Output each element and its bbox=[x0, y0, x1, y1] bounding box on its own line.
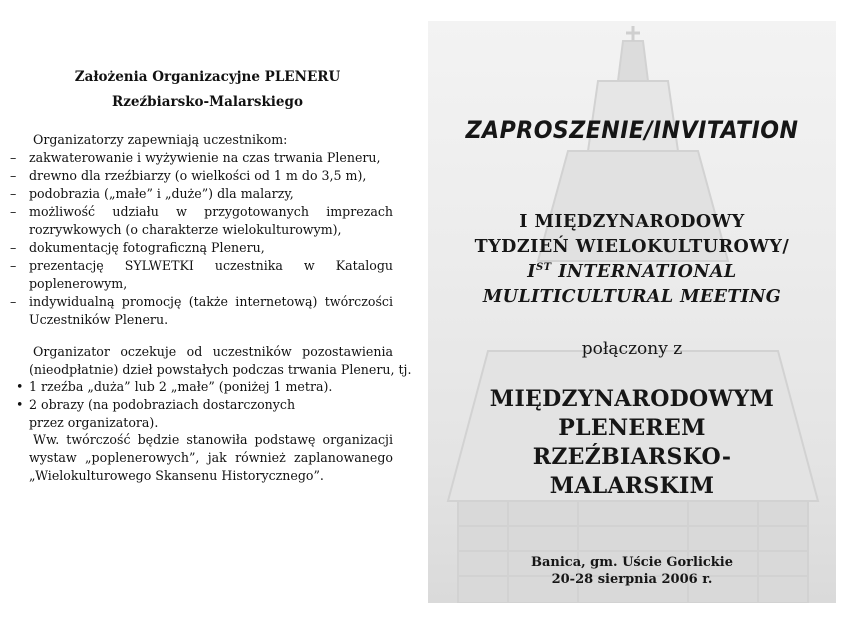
invitation-card bbox=[428, 21, 836, 603]
event-name-en-line1 bbox=[428, 262, 836, 282]
event-name-en-rest: INTERNATIONAL bbox=[551, 262, 737, 282]
organizer-expects-paragraph bbox=[29, 343, 412, 379]
list-item bbox=[0, 167, 415, 185]
list-item bbox=[0, 239, 415, 257]
plener-name-line3: RZEŹBIARSKO- bbox=[532, 444, 732, 470]
closing-line: Ww. twórczość będzie stanowiła podstawę organizacji bbox=[33, 432, 393, 447]
event-name-pl-line1: I MIĘDZYNARODOWY bbox=[519, 212, 745, 232]
event-name-en-line2: MULITICULTURAL MEETING bbox=[482, 287, 782, 307]
list-item bbox=[0, 185, 415, 203]
dash-marker: – bbox=[10, 258, 17, 273]
ordinal-suffix: ST bbox=[535, 262, 552, 274]
expected-works-list bbox=[0, 378, 415, 432]
closing-line: „Wielokulturowego Skansenu Historycznego”. bbox=[29, 468, 324, 483]
list-item-text: zakwaterowanie i wyżywienie na czas trwania Pleneru, bbox=[29, 150, 381, 165]
list-item-text: 1 rzeźba „duża” lub 2 „małe” (poniżej 1 metra). bbox=[29, 379, 333, 394]
plener-name-line2: PLENEREM bbox=[558, 415, 706, 441]
dash-marker: – bbox=[10, 294, 17, 309]
dash-marker: – bbox=[10, 168, 17, 183]
dash-marker: – bbox=[10, 240, 17, 255]
provided-items-list bbox=[0, 149, 415, 329]
expect-line: Organizator oczekuje od uczestników pozostawienia bbox=[33, 344, 393, 359]
list-item-text: 2 obrazy (na podobraziach dostarczonych przez organizatora). bbox=[29, 397, 296, 430]
event-name-pl-line2: TYDZIEŃ WIELOKULTUROWY/ bbox=[474, 237, 790, 257]
bullet-marker: • bbox=[16, 397, 24, 412]
list-item bbox=[0, 257, 415, 293]
dash-marker: – bbox=[10, 186, 17, 201]
ordinal-number: I bbox=[527, 262, 536, 282]
dash-marker: – bbox=[10, 204, 17, 219]
closing-line: wystaw „poplenerowych”, jak również zaplanowanego bbox=[29, 450, 393, 465]
list-item-text: drewno dla rzeźbiarzy (o wielkości od 1 m do 3,5 m), bbox=[29, 168, 367, 183]
plener-name-line4: MALARSKIM bbox=[549, 473, 715, 499]
list-item bbox=[0, 293, 415, 329]
list-item bbox=[0, 378, 415, 396]
bullet-marker: • bbox=[16, 379, 24, 394]
list-item bbox=[0, 203, 415, 239]
invitation-title: ZAPROSZENIE/INVITATION bbox=[465, 116, 799, 144]
terms-subtitle: Rzeźbiarsko-Malarskiego bbox=[112, 94, 303, 110]
event-location: Banica, gm. Uście Gorlickie bbox=[530, 555, 734, 570]
plener-name-line1: MIĘDZYNARODOWYM bbox=[489, 386, 775, 412]
expect-line: (nieodpłatnie) dzieł powstałych podczas trwania Pleneru, tj. bbox=[29, 362, 412, 377]
terms-title: Założenia Organizacyjne PLENERU bbox=[74, 69, 341, 85]
list-item-text: indywidualną promocję (także internetową) twórczości Uczestników Pleneru. bbox=[29, 294, 393, 327]
connector-text: połączony z bbox=[581, 339, 683, 359]
list-item-text: dokumentację fotograficzną Pleneru, bbox=[29, 240, 265, 255]
dash-marker: – bbox=[10, 150, 17, 165]
list-item bbox=[0, 396, 415, 432]
event-dates: 20-28 sierpnia 2006 r. bbox=[551, 572, 713, 587]
list-item-text: prezentację SYLWETKI uczestnika w Katalogu poplenerowym, bbox=[29, 258, 393, 291]
wooden-church-background-image bbox=[428, 21, 836, 603]
organizational-terms-page bbox=[0, 0, 415, 623]
list-item-text: podobrazia („małe” i „duże”) dla malarzy, bbox=[29, 186, 294, 201]
list-item bbox=[0, 149, 415, 167]
closing-paragraph bbox=[29, 431, 393, 485]
list-item-text: możliwość udziału w przygotowanych imprezach rozrywkowych (o charakterze wielokulturowym), bbox=[29, 204, 393, 237]
organizers-provide-intro: Organizatorzy zapewniają uczestnikom: bbox=[33, 132, 288, 147]
